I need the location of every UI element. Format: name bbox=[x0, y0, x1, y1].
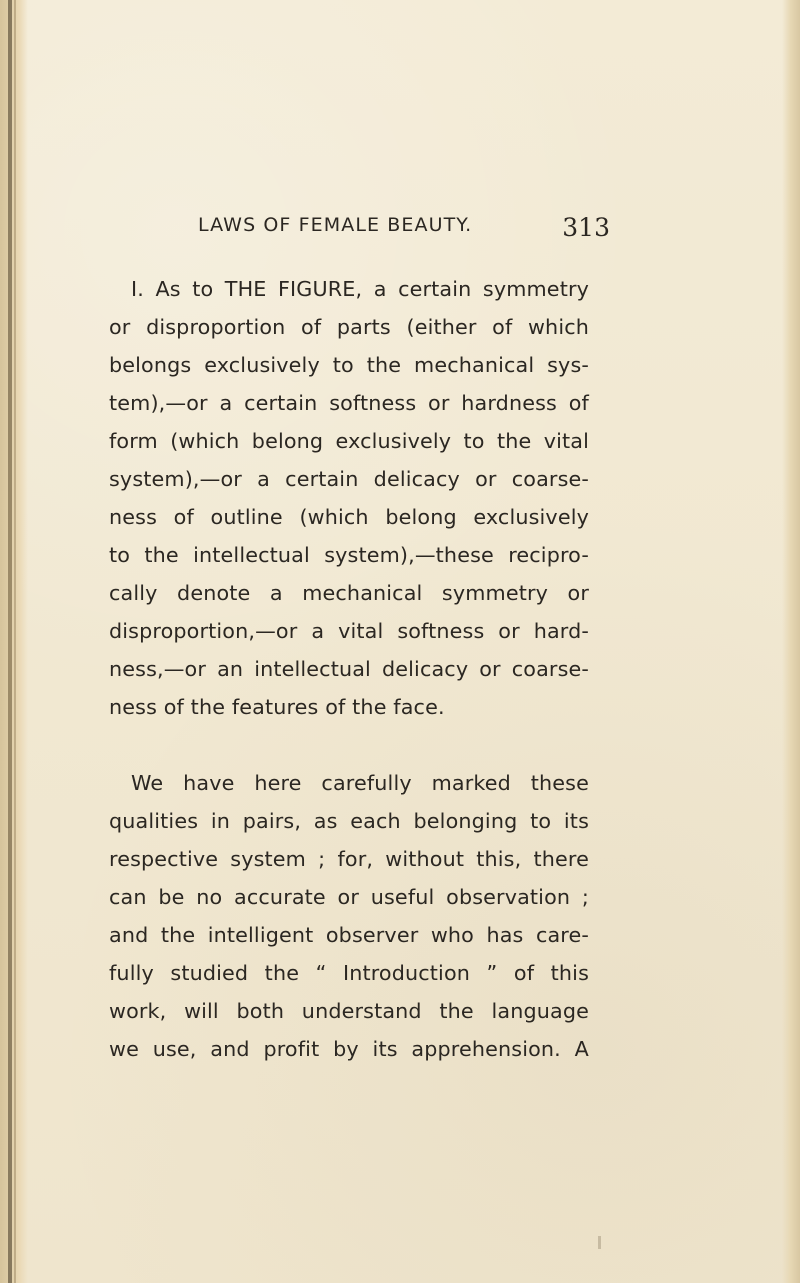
text-line: I. As to THE FIGURE, a certain symmetry bbox=[131, 277, 589, 301]
small-ink-mark bbox=[598, 1236, 601, 1249]
text-line: fully studied the “ Introduction ” of this bbox=[109, 961, 589, 985]
text-line: to the intellectual system),—these recipro- bbox=[109, 543, 589, 567]
text-line: disproportion,—or a vital softness or hard- bbox=[109, 619, 589, 643]
text-line: We have here carefully marked these bbox=[131, 771, 589, 795]
text-line: or disproportion of parts (either of which bbox=[109, 315, 589, 339]
text-line: and the intelligent observer who has care- bbox=[109, 923, 589, 947]
binding-line bbox=[8, 0, 12, 1283]
text-line: system),—or a certain delicacy or coarse- bbox=[109, 467, 589, 491]
page-number: 313 bbox=[562, 213, 610, 242]
text-line: qualities in pairs, as each belonging to its bbox=[109, 809, 589, 833]
text-line: form (which belong exclusively to the vital bbox=[109, 429, 589, 453]
page-edge bbox=[782, 0, 800, 1283]
binding-line-secondary bbox=[14, 0, 16, 1283]
text-line: ness of outline (which belong exclusively bbox=[109, 505, 589, 529]
text-line: work, will both understand the language bbox=[109, 999, 589, 1023]
text-line: ness,—or an intellectual delicacy or coarse- bbox=[109, 657, 589, 681]
text-line-last: ness of the features of the face. bbox=[109, 695, 445, 719]
running-head bbox=[185, 213, 610, 247]
text-line: respective system ; for, without this, there bbox=[109, 847, 589, 871]
text-line: belongs exclusively to the mechanical sys- bbox=[109, 353, 589, 377]
text-line: tem),—or a certain softness or hardness of bbox=[109, 391, 589, 415]
text-line: we use, and profit by its apprehension. A bbox=[109, 1037, 589, 1061]
text-line: can be no accurate or useful observation ; bbox=[109, 885, 589, 909]
text-line: cally denote a mechanical symmetry or bbox=[109, 581, 589, 605]
running-title: LAWS OF FEMALE BEAUTY. bbox=[198, 214, 473, 236]
